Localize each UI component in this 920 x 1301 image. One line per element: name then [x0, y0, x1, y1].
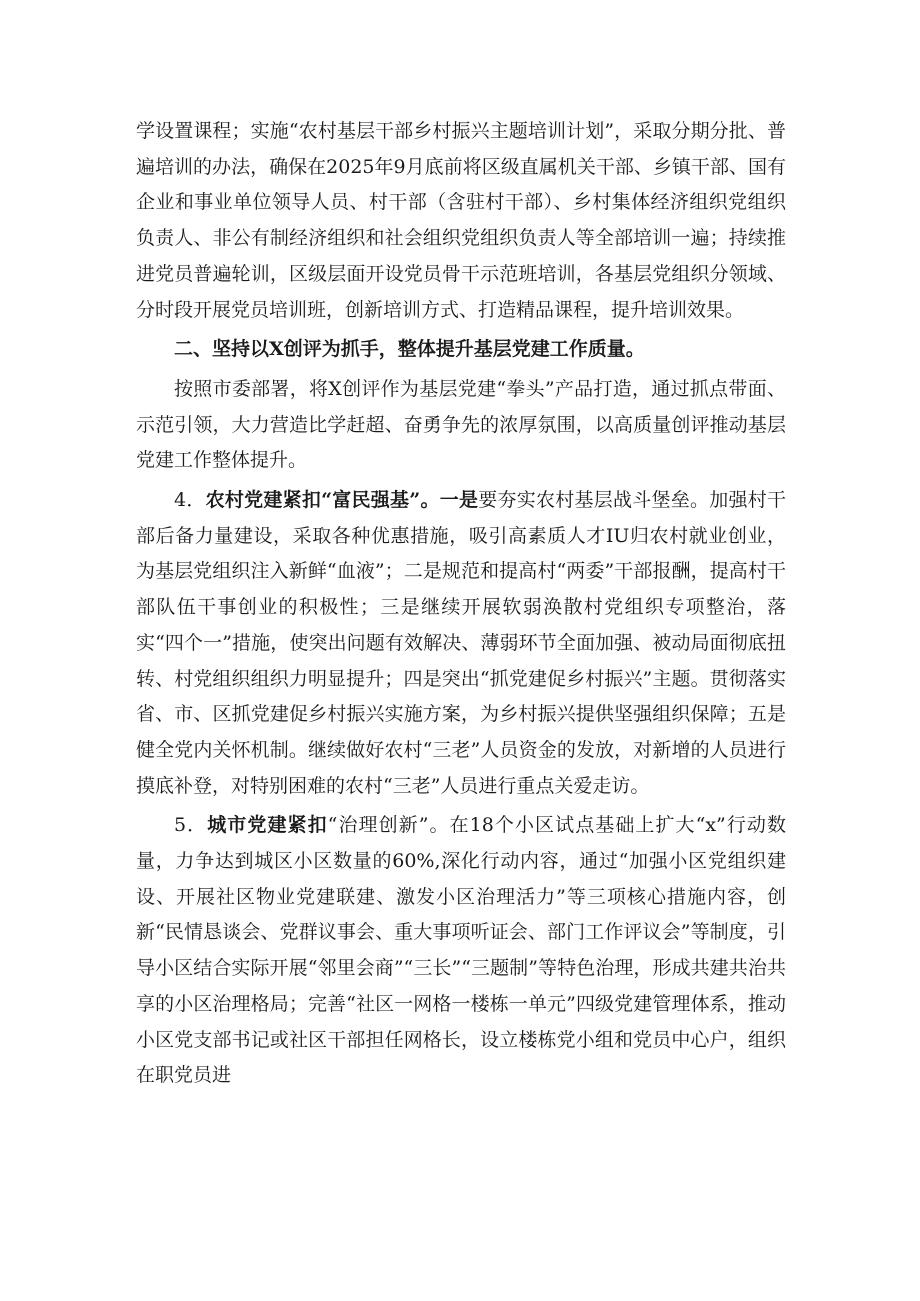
paragraph-urban-party-building: [136, 808, 786, 1094]
item-number: 5．: [174, 814, 208, 837]
section-heading-2: [136, 332, 786, 368]
paragraph-text: 要夯实农村基层战斗堡垒。加强村干部后备力量建设，采取各种优惠措施，吸引高素质人才IU归农村就业创业，为基层党组织注入新鲜“血液”；二是规范和提高村“两委”干部报酬，提高村干部队伍干事创业的积极性；三是继续开展软弱涣散村党组织专项整治，落实“四个一”措施，使突出问题有效解决、薄弱环节全面加强、被动局面彻底扭转、村党组织组织力明显提升；四是突出“抓党建促乡村振兴”主题。贯彻落实省、市、区抓党建促乡村振兴实施方案，为乡村振兴提供坚强组织保障；五是健全党内关怀机制。继续做好农村“三老”人员资金的发放，对新增的人员进行摸底补登，对特别困难的农村“三老”人员进行重点关爱走访。: [136, 489, 786, 797]
paragraph-text: “治理创新”。在18个小区试点基础上扩大“x”行动数量，力争达到城区小区数量的60%,深化行动内容，通过“加强小区党组织建设、开展社区物业党建联建、激发小区治理活力”等三项核心措施内容，创新“民情恳谈会、党群议事会、重大事项听证会、部门工作评议会”等制度，引导小区结合实际开展“邻里会商”“三长”“三题制”等特色治理，形成共建共治共享的小区治理格局；完善“社区一网格一楼栋一单元”四级党建管理体系，推动小区党支部书记或社区干部担任网格长，设立楼栋党小组和党员中心户，组织在职党员进: [136, 814, 786, 1087]
item-number: 4．: [174, 489, 206, 512]
item-lead-bold: 城市党建紧扣: [207, 814, 328, 837]
paragraph-rural-party-building: [136, 483, 786, 804]
paragraph-x-evaluation: [136, 372, 786, 479]
item-lead-bold: 农村党建紧扣“富民强基”。一是: [205, 489, 479, 512]
paragraph-text: 按照市委部署，将X创评作为基层党建“拳头”产品打造，通过抓点带面、示范引领，大力营造比学赶超、奋勇争先的浓厚氛围，以高质量创评推动基层党建工作整体提升。: [136, 377, 786, 472]
paragraph-text: 学设置课程；实施“农村基层干部乡村振兴主题培训计划”，采取分期分批、普遍培训的办法，确保在2025年9月底前将区级直属机关干部、乡镇干部、国有企业和事业单位领导人员、村干部（含驻村干部）、乡村集体经济组织党组织负责人、非公有制经济组织和社会组织党组织负责人等全部培训一遍；持续推进党员普遍轮训，区级层面开设党员骨干示范班培训，各基层党组织分领域、分时段开展党员培训班，创新培训方式、打造精品课程，提升培训效果。: [136, 120, 786, 321]
paragraph-training-continued: [136, 114, 786, 328]
heading-text: 二、坚持以X创评为抓手，整体提升基层党建工作质量。: [174, 338, 645, 361]
document-body: [136, 114, 786, 1094]
